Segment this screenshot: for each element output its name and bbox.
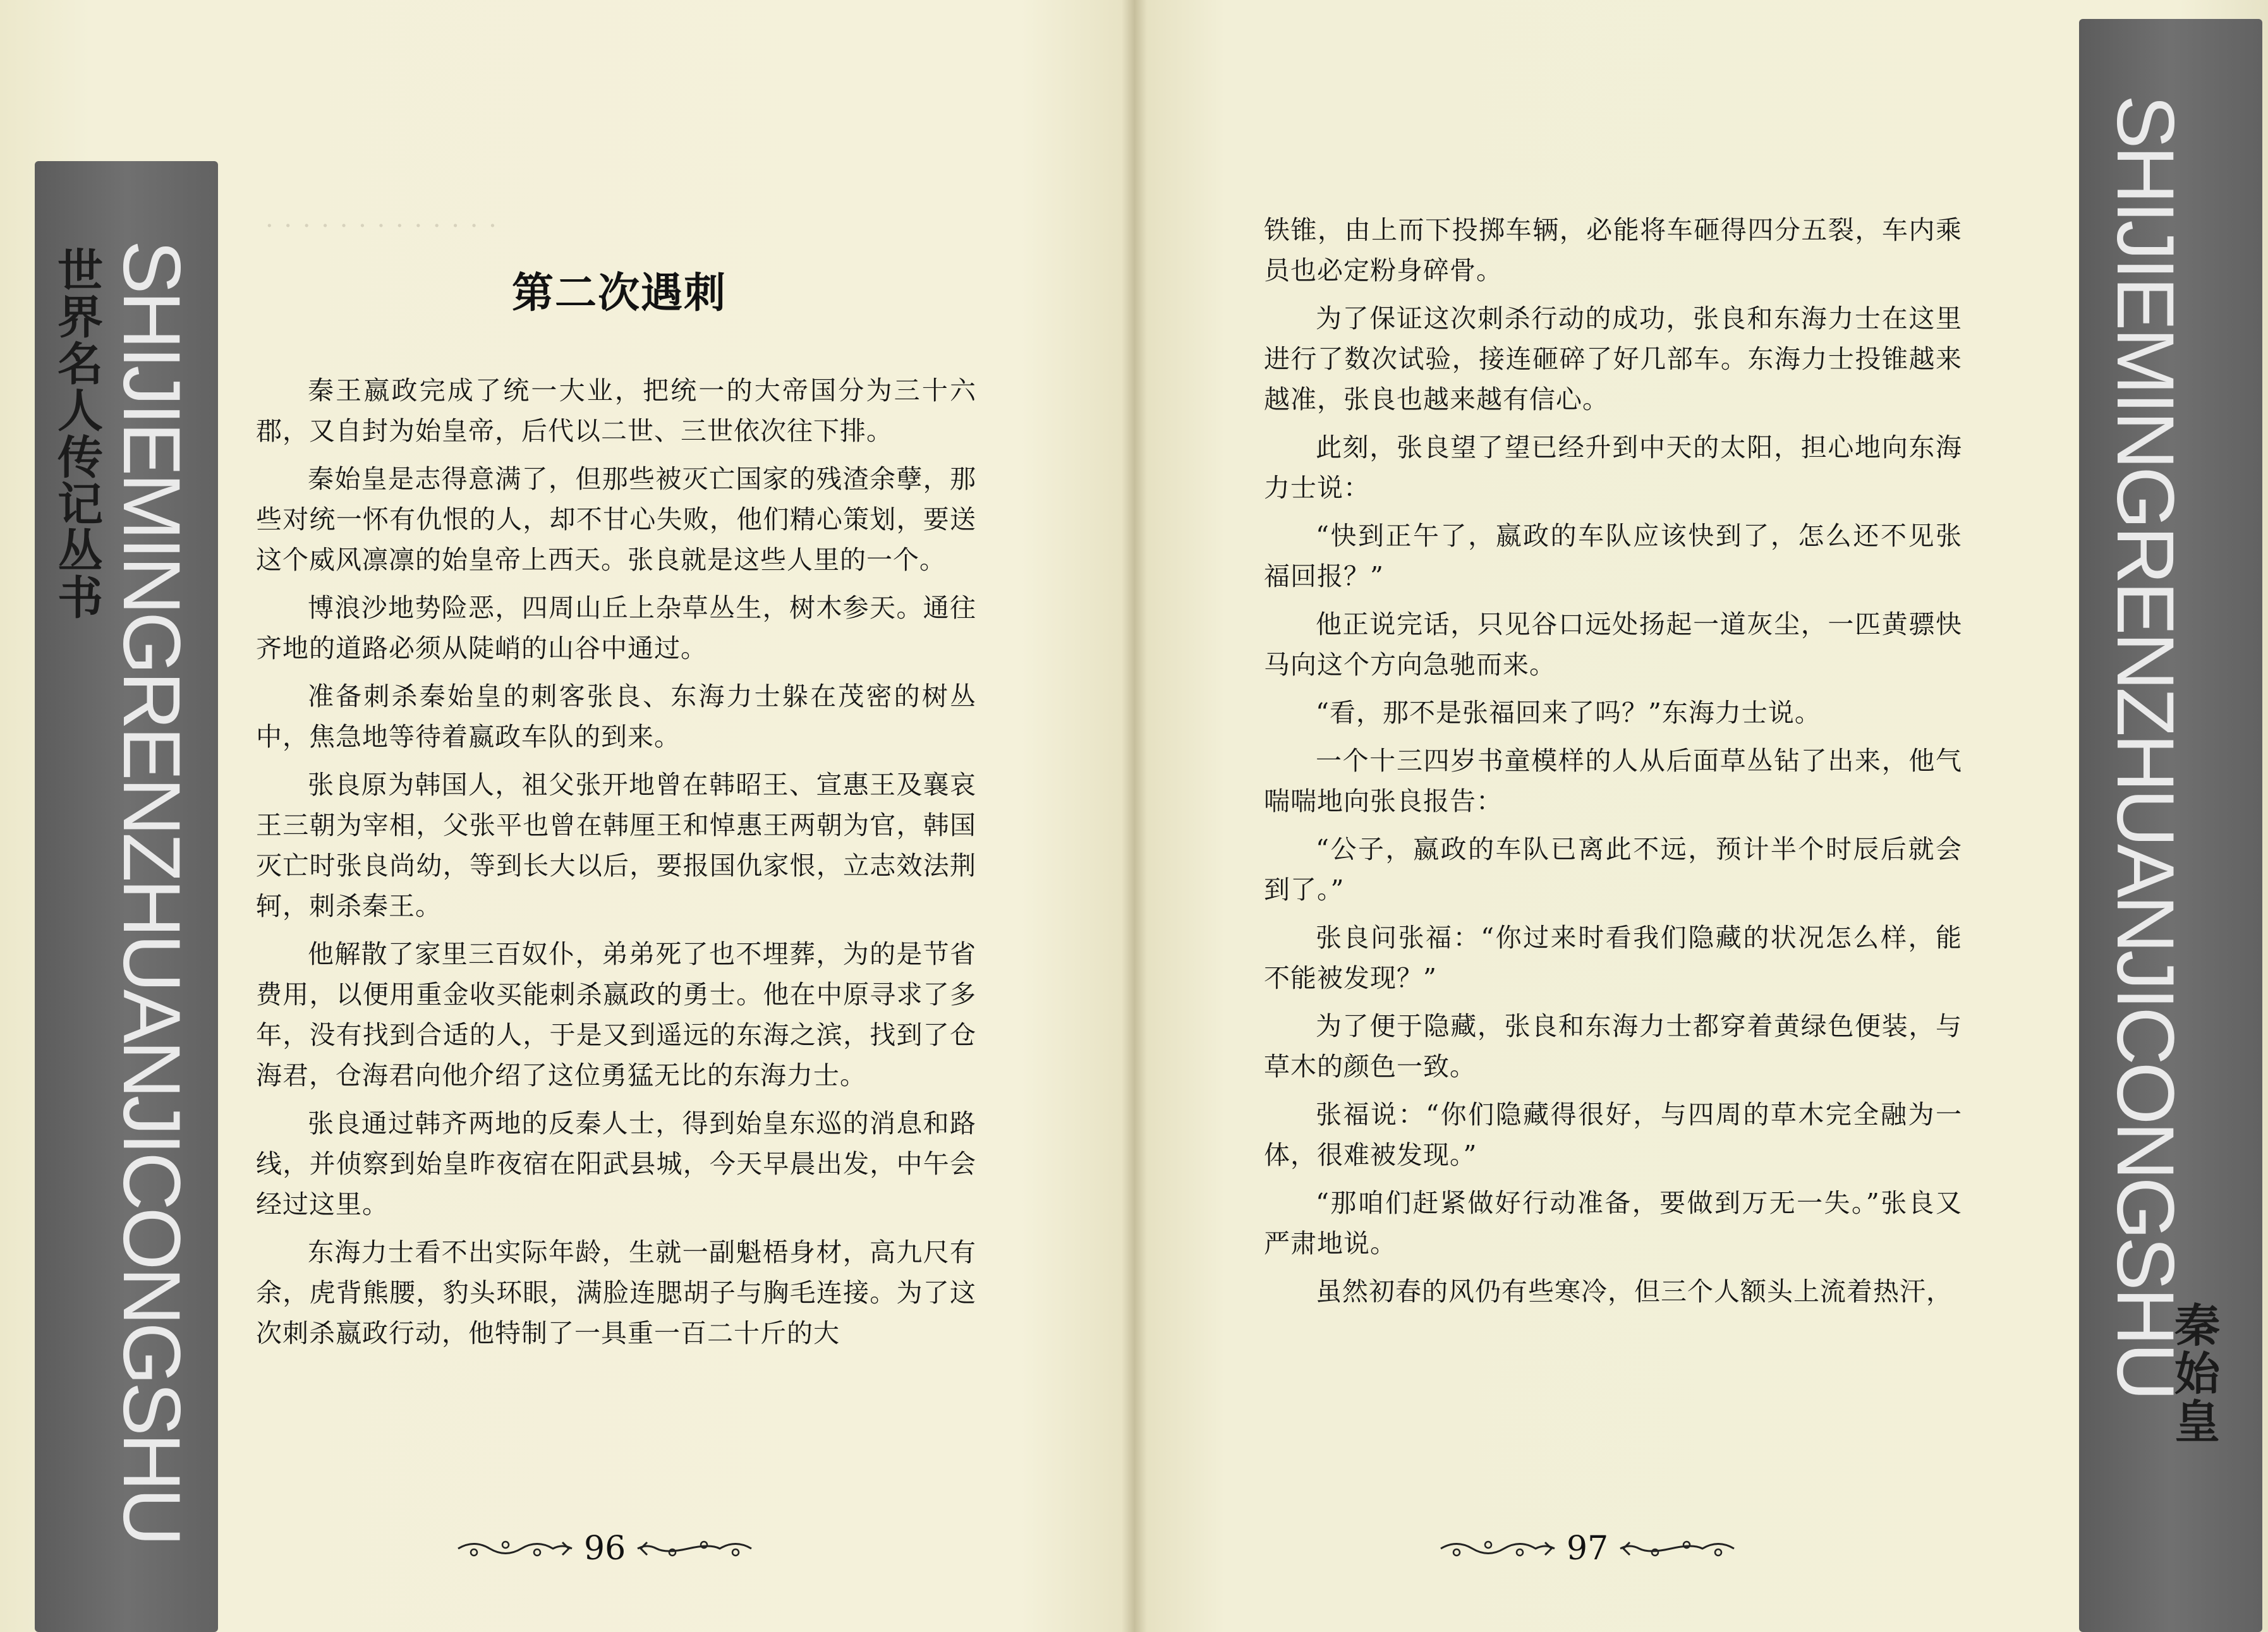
ornament-left-icon bbox=[455, 1536, 575, 1561]
paragraph: 张良问张福：“你过来时看我们隐藏的状况怎么样，能不能被发现？” bbox=[1264, 922, 1962, 993]
page-footer bbox=[455, 1530, 755, 1568]
right-page bbox=[1134, 0, 2268, 1632]
paragraph: 虽然初春的风仍有些寒冷，但三个人额头上流着热汗， bbox=[1316, 1276, 1953, 1307]
ornament-right-icon bbox=[634, 1536, 755, 1561]
paragraph: 他正说完话，只见谷口远处扬起一道灰尘，一匹黄骠快马向这个方向急驰而来。 bbox=[1264, 609, 1962, 680]
series-pinyin: SHIJIEMINGRENZHUANJICONGSHU bbox=[106, 240, 197, 1544]
paragraph: 准备刺杀秦始皇的刺客张良、东海力士躲在茂密的树丛中，焦急地等待着嬴政车队的到来。 bbox=[256, 681, 976, 752]
paragraph: 张福说：“你们隐藏得很好，与四周的草木完全融为一体，很难被发现。” bbox=[1264, 1099, 1962, 1170]
paragraph: 一个十三四岁书童模样的人从后面草丛钻了出来，他气喘喘地向张良报告： bbox=[1264, 746, 1962, 816]
page-number: 97 bbox=[1567, 1530, 1609, 1568]
page-number: 96 bbox=[584, 1530, 626, 1568]
paragraph: 张良原为韩国人，祖父张开地曾在韩昭王、宣惠王及襄哀王三朝为宰相，父张平也曾在韩厘王和悼惠王两朝为官，韩国灭亡时张良尚幼，等到长大以后，要报国仇家恨，立志效法荆轲，刺杀秦王。 bbox=[256, 770, 976, 921]
paragraph: 秦始皇是志得意满了，但那些被灭亡国家的残渣余孽，那些对统一怀有仇恨的人，却不甘心失败，他们精心策划，要送这个威风凛凛的始皇帝上西天。张良就是这些人里的一个。 bbox=[256, 464, 976, 575]
paragraph: 东海力士看不出实际年龄，生就一副魁梧身材，高九尺有余，虎背熊腰，豹头环眼，满脸连腮胡子与胸毛连接。为了这次刺杀嬴政行动，他特制了一具重一百二十斤的大 bbox=[256, 1237, 976, 1348]
paragraph: 秦王嬴政完成了统一大业，把统一的大帝国分为三十六郡，又自封为始皇帝，后代以二世、三世依次往下排。 bbox=[256, 375, 976, 446]
paragraph: “那咱们赶紧做好行动准备，要做到万无一失。”张良又严肃地说。 bbox=[1264, 1188, 1962, 1259]
book-gutter bbox=[1122, 0, 1147, 1632]
ornament-left-icon bbox=[1438, 1536, 1558, 1561]
book-title: 秦始皇 bbox=[2167, 1302, 2221, 1446]
series-title: 世界名人传记丛书 bbox=[50, 246, 104, 620]
paragraph: 为了便于隐藏，张良和东海力士都穿着黄绿色便装，与草木的颜色一致。 bbox=[1264, 1011, 1962, 1082]
paragraph: “公子，嬴政的车队已离此不远，预计半个时辰后就会到了。” bbox=[1264, 834, 1962, 905]
paragraph: 张良通过韩齐两地的反秦人士，得到始皇东巡的消息和路线，并侦察到始皇昨夜宿在阳武县城，今天早晨出发，中午会经过这里。 bbox=[256, 1108, 976, 1219]
paragraph: “看，那不是张福回来了吗？”东海力士说。 bbox=[1316, 698, 1821, 728]
chapter-title: 第二次遇刺 bbox=[512, 269, 727, 317]
paragraph: 博浪沙地势险恶，四周山丘上杂草丛生，树木参天。通往齐地的道路必须从陡峭的山谷中通过。 bbox=[256, 593, 976, 663]
paragraph: 铁锥，由上而下投掷车辆，必能将车砸得四分五裂，车内乘员也必定粉身碎骨。 bbox=[1264, 215, 1962, 286]
show-through-text: · · · · · · · · · · · · · bbox=[265, 212, 498, 241]
paragraph: 为了保证这次刺杀行动的成功，张良和东海力士在这里进行了数次试验，接连砸碎了好几部车。东海力士投锥越来越准，张良也越来越有信心。 bbox=[1264, 303, 1962, 414]
page-footer bbox=[1438, 1530, 1737, 1568]
series-pinyin: SHIJIEMINGRENZHUANJICONGSHU bbox=[2100, 95, 2190, 1398]
paragraph: “快到正午了，嬴政的车队应该快到了，怎么还不见张福回报？” bbox=[1264, 521, 1962, 591]
ornament-right-icon bbox=[1617, 1536, 1737, 1561]
body-text bbox=[256, 370, 976, 1361]
body-text bbox=[1264, 210, 1962, 1319]
paragraph: 他解散了家里三百奴仆，弟弟死了也不埋葬，为的是节省费用，以便用重金收买能刺杀嬴政的勇士。他在中原寻求了多年，没有找到合适的人，于是又到遥远的东海之滨，找到了仓海君，仓海君向他介绍了这位勇猛无比的东海力士。 bbox=[256, 939, 976, 1091]
paragraph: 此刻，张良望了望已经升到中天的太阳，担心地向东海力士说： bbox=[1264, 432, 1962, 503]
